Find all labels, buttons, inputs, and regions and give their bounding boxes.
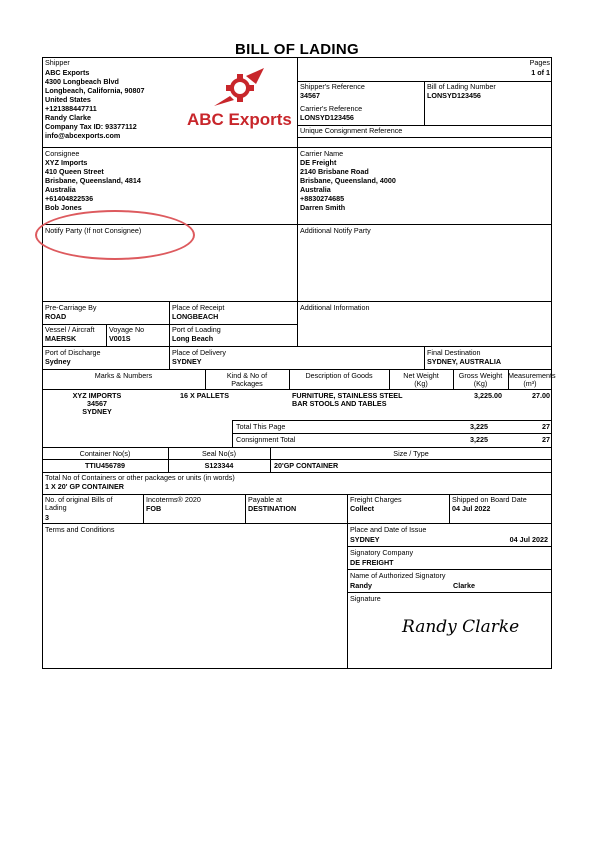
port-of-discharge-value: Sydney xyxy=(45,357,71,366)
gross-weight-header: Gross Weight (Kg) xyxy=(458,371,503,388)
pre-carriage-label: Pre-Carriage By xyxy=(45,303,97,312)
total-containers-value: 1 X 20' GP CONTAINER xyxy=(45,482,124,491)
carriers-reference-value: LONSYD123456 xyxy=(300,113,354,122)
shippers-reference-value: 34567 xyxy=(300,91,320,100)
description-header: Description of Goods xyxy=(305,371,373,380)
original-bills-value: 3 xyxy=(45,513,49,522)
document-title: BILL OF LADING xyxy=(235,41,359,58)
shipped-on-board-value: 04 Jul 2022 xyxy=(452,504,491,513)
port-of-discharge-label: Port of Discharge xyxy=(45,348,101,357)
shipper-tax-id: Company Tax ID: 93377112 xyxy=(45,122,137,131)
carrier-country: Australia xyxy=(300,185,331,194)
place-date-issue-label: Place and Date of Issue xyxy=(350,525,427,534)
divider xyxy=(424,346,425,369)
divider xyxy=(297,57,298,346)
consignee-label: Consignee xyxy=(45,149,80,158)
consignee-address-line2: Brisbane, Queensland, 4814 xyxy=(45,176,141,185)
carrier-address-line2: Brisbane, Queensland, 4000 xyxy=(300,176,396,185)
shipper-label: Shipper xyxy=(45,58,70,67)
divider xyxy=(347,494,348,669)
container-no-value: TTIU456789 xyxy=(85,461,125,470)
freight-charges-value: Collect xyxy=(350,504,374,513)
shipper-email: info@abcexports.com xyxy=(45,131,121,140)
additional-notify-party-label: Additional Notify Party xyxy=(300,226,371,235)
notify-party-label: Notify Party (If not Consignee) xyxy=(45,226,142,235)
authorized-signatory-last: Clarke xyxy=(453,581,475,590)
consignment-total-measurements: 27 xyxy=(542,435,550,444)
port-of-loading-value: Long Beach xyxy=(172,334,214,343)
place-of-issue-value: SYDNEY xyxy=(350,535,380,544)
consignee-phone: +61404822536 xyxy=(45,194,94,203)
divider xyxy=(347,546,552,547)
consignee-name: XYZ Imports xyxy=(45,158,88,167)
logo-text: ABC Exports xyxy=(187,110,292,129)
carrier-name-label: Carrier Name xyxy=(300,149,344,158)
consignment-total-gross: 3,225 xyxy=(470,435,488,444)
container-no-header: Container No(s) xyxy=(79,449,131,458)
goods-kind: 16 X PALLETS xyxy=(180,391,229,400)
vessel-label: Vessel / Aircraft xyxy=(45,325,95,334)
divider xyxy=(297,137,552,138)
voyage-no-label: Voyage No xyxy=(109,325,145,334)
shipper-name: ABC Exports xyxy=(45,68,90,77)
divider xyxy=(232,420,233,447)
marks-header: Marks & Numbers xyxy=(94,371,153,380)
divider xyxy=(347,569,552,570)
incoterms-value: FOB xyxy=(146,504,162,513)
divider xyxy=(42,447,552,448)
divider xyxy=(42,389,552,390)
divider xyxy=(106,324,107,346)
payable-at-value: DESTINATION xyxy=(248,504,297,513)
pages-label: Pages xyxy=(529,58,550,67)
carriers-reference-label: Carrier's Reference xyxy=(300,104,363,113)
divider xyxy=(42,346,552,347)
place-of-delivery-value: SYDNEY xyxy=(172,357,202,366)
goods-marks: XYZ IMPORTS 34567 SYDNEY xyxy=(72,391,122,416)
unique-consignment-reference-label: Unique Consignment Reference xyxy=(300,126,403,135)
authorized-signatory-label: Name of Authorized Signatory xyxy=(350,571,446,580)
total-this-page-label: Total This Page xyxy=(236,422,286,431)
signature-label: Signature xyxy=(350,594,381,603)
net-weight-header: Net Weight (Kg) xyxy=(403,371,439,388)
pre-carriage-value: ROAD xyxy=(45,312,67,321)
goods-measurements: 27.00 xyxy=(532,391,550,400)
shippers-reference-label: Shipper's Reference xyxy=(300,82,365,91)
carrier-phone: +8830274685 xyxy=(300,194,345,203)
total-this-page-measurements: 27 xyxy=(542,422,550,431)
signatory-company-label: Signatory Company xyxy=(350,548,414,557)
bill-of-lading-number-label: Bill of Lading Number xyxy=(427,82,496,91)
divider xyxy=(42,459,552,460)
carrier-name: DE Freight xyxy=(300,158,337,167)
signatory-company-value: DE FREIGHT xyxy=(350,558,394,567)
carrier-address-line1: 2140 Brisbane Road xyxy=(300,167,369,176)
divider xyxy=(169,301,170,369)
date-of-issue-value: 04 Jul 2022 xyxy=(509,535,548,544)
terms-label: Terms and Conditions xyxy=(45,525,115,534)
authorized-signatory-first: Randy xyxy=(350,581,372,590)
handwritten-signature: Randy Clarke xyxy=(402,617,520,637)
divider xyxy=(143,494,144,523)
gear-rocket-logo-icon xyxy=(212,66,268,110)
measurements-header: Measurements (m³) xyxy=(508,371,556,388)
consignee-country: Australia xyxy=(45,185,76,194)
divider xyxy=(42,369,552,370)
consignee-address-line1: 410 Queen Street xyxy=(45,167,104,176)
pages-value: 1 of 1 xyxy=(531,68,550,77)
total-containers-label: Total No of Containers or other packages or units (in words) xyxy=(45,473,235,482)
divider xyxy=(424,81,425,125)
vessel-value: MAERSK xyxy=(45,334,77,343)
payable-at-label: Payable at xyxy=(248,495,282,504)
highlight-oval xyxy=(35,210,195,260)
divider xyxy=(42,523,552,524)
carrier-contact: Darren Smith xyxy=(300,203,346,212)
additional-information-label: Additional Information xyxy=(300,303,370,312)
size-type-value: 20'GP CONTAINER xyxy=(274,461,339,470)
incoterms-label: Incoterms® 2020 xyxy=(146,495,201,504)
shipper-phone: +121388447711 xyxy=(45,104,97,113)
final-destination-value: SYDNEY, AUSTRALIA xyxy=(427,357,502,366)
total-this-page-gross: 3,225 xyxy=(470,422,488,431)
place-of-receipt-label: Place of Receipt xyxy=(172,303,225,312)
final-destination-label: Final Destination xyxy=(427,348,481,357)
place-of-receipt-value: LONGBEACH xyxy=(172,312,219,321)
goods-description: FURNITURE, STAINLESS STEEL BAR STOOLS AND TABLES xyxy=(292,391,403,408)
size-type-header: Size / Type xyxy=(393,449,429,458)
voyage-no-value: V001S xyxy=(109,334,131,343)
divider xyxy=(232,420,552,421)
shipper-country: United States xyxy=(45,95,91,104)
shipper-address-line1: 4300 Longbeach Blvd xyxy=(45,77,119,86)
divider xyxy=(232,433,552,434)
seal-no-value: S123344 xyxy=(204,461,234,470)
freight-charges-label: Freight Charges xyxy=(350,495,402,504)
bill-of-lading-number-value: LONSYD123456 xyxy=(427,91,481,100)
original-bills-label: No. of original Bills of Lading xyxy=(45,495,113,512)
divider xyxy=(449,494,450,523)
consignment-total-label: Consignment Total xyxy=(236,435,296,444)
shipper-contact: Randy Clarke xyxy=(45,113,91,122)
goods-gross-weight: 3,225.00 xyxy=(474,391,502,400)
seal-no-header: Seal No(s) xyxy=(202,449,236,458)
divider xyxy=(347,592,552,593)
port-of-loading-label: Port of Loading xyxy=(172,325,221,334)
place-of-delivery-label: Place of Delivery xyxy=(172,348,226,357)
consignee-contact: Bob Jones xyxy=(45,203,82,212)
divider xyxy=(245,494,246,523)
shipped-on-board-label: Shipped on Board Date xyxy=(452,495,527,504)
shipper-address-line2: Longbeach, California, 90807 xyxy=(45,86,145,95)
kind-packages-header: Kind & No of Packages xyxy=(226,371,268,388)
